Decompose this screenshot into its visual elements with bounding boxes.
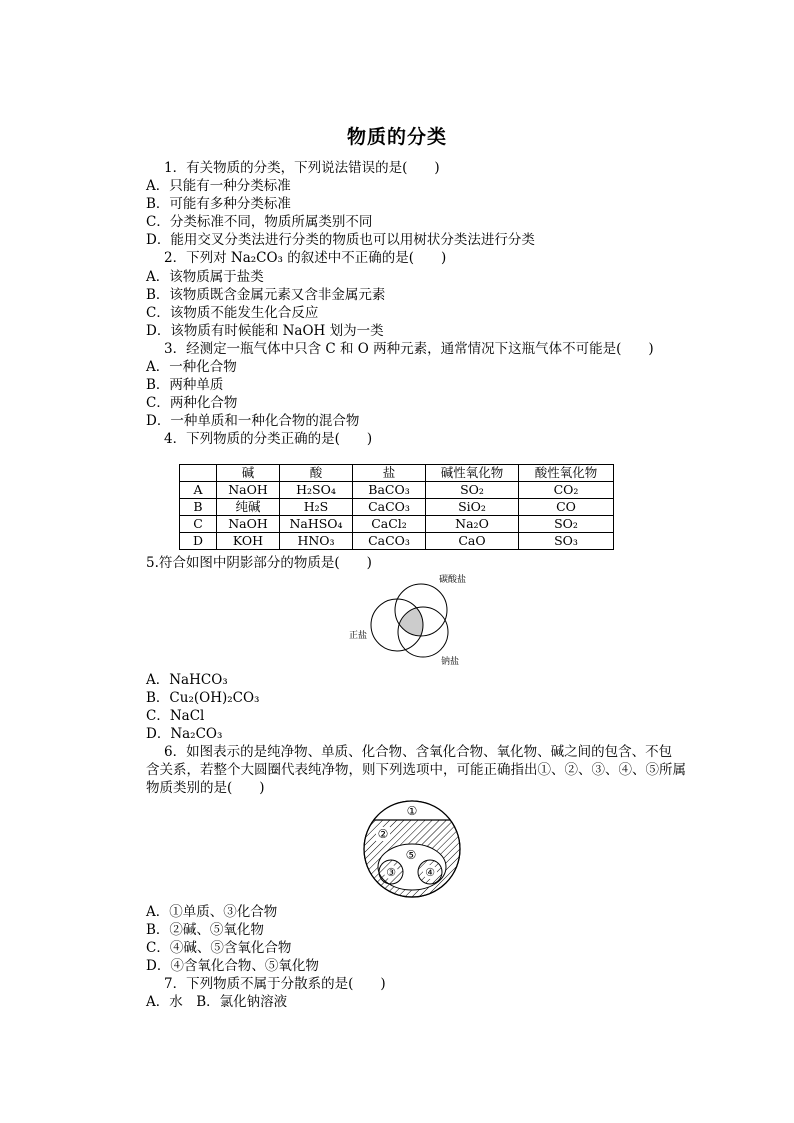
table-header: 碱: [217, 465, 280, 482]
table-header: 碱性氧化物: [426, 465, 519, 482]
venn-label-left: 正盐: [349, 631, 368, 641]
q2-option-b: B．该物质既含金属元素又含非金属元素: [146, 287, 386, 303]
table-cell: H₂SO₄: [280, 482, 353, 499]
venn-circle-sodium-salt: [398, 607, 448, 657]
mark-4: ④: [425, 866, 435, 879]
q2-stem: 2．下列对 Na₂CO₃ 的叙述中不正确的是( ): [164, 250, 447, 266]
mark-1: ①: [406, 804, 418, 818]
table-header: 酸: [280, 465, 353, 482]
table-cell: HNO₃: [280, 533, 353, 550]
q6-stem-line3: 物质类别的是( ): [146, 780, 265, 796]
q6-option-c: C．④碱、⑤含氧化合物: [146, 940, 292, 956]
table-header: 盐: [353, 465, 426, 482]
table-row: [180, 533, 614, 550]
table-cell: 纯碱: [217, 499, 280, 516]
table-cell: CaCO₃: [353, 499, 426, 516]
q3-option-a: A．一种化合物: [146, 359, 237, 375]
table-header: 酸性氧化物: [519, 465, 614, 482]
table-cell: CaO: [426, 533, 519, 550]
q6-option-a: A．①单质、③化合物: [146, 904, 278, 920]
q2-option-a: A．该物质属于盐类: [146, 269, 264, 285]
table-cell: NaOH: [217, 516, 280, 533]
q6-stem-line1: 6．如图表示的是纯净物、单质、化合物、含氧化合物、氧化物、碱之间的包含、不包: [164, 744, 673, 760]
mark-2: ②: [377, 827, 389, 841]
table-cell: SO₂: [519, 516, 614, 533]
venn-label-bottom: 钠盐: [441, 657, 460, 667]
mark-5: ⑤: [405, 848, 417, 862]
table-cell: C: [180, 516, 217, 533]
table-cell: NaHSO₄: [280, 516, 353, 533]
q5-stem: 5.符合如图中阴影部分的物质是( ): [146, 555, 372, 571]
q3-stem: 3．经测定一瓶气体中只含 C 和 O 两种元素，通常情况下这瓶气体不可能是( ): [164, 341, 654, 357]
q5-option-d: D．Na₂CO₃: [146, 726, 223, 742]
table-cell: B: [180, 499, 217, 516]
q1-option-a: A．只能有一种分类标准: [146, 178, 291, 194]
q1-stem: 1．有关物质的分类，下列说法错误的是( ): [164, 160, 440, 176]
q4-stem: 4．下列物质的分类正确的是( ): [164, 431, 373, 447]
table-cell: BaCO₃: [353, 482, 426, 499]
q6-option-d: D．④含氧化合物、⑤氧化物: [146, 958, 319, 974]
table-cell: D: [180, 533, 217, 550]
table-cell: KOH: [217, 533, 280, 550]
q1-option-b: B．可能有多种分类标准: [146, 196, 291, 212]
q5-option-c: C．NaCl: [146, 708, 205, 724]
q2-option-d: D．该物质有时候能和 NaOH 划为一类: [146, 323, 384, 339]
q5-option-b: B．Cu₂(OH)₂CO₃: [146, 690, 260, 706]
q5-option-a: A．NaHCO₃: [146, 672, 228, 688]
page-title: 物质的分类: [346, 126, 447, 148]
table-row: [180, 516, 614, 533]
table-row: [180, 499, 614, 516]
q2-option-c: C．该物质不能发生化合反应: [146, 305, 319, 321]
q1-option-c: C．分类标准不同，物质所属类别不同: [146, 214, 373, 230]
table-cell: CaCl₂: [353, 516, 426, 533]
table-cell: CaCO₃: [353, 533, 426, 550]
table-cell: CO₂: [519, 482, 614, 499]
table-header-row: [180, 465, 614, 482]
table-cell: SO₃: [519, 533, 614, 550]
q3-option-b: B．两种单质: [146, 377, 224, 393]
q6-stem-line2: 含关系，若整个大圆圈代表纯净物，则下列选项中，可能正确指出①、②、③、④、⑤所属: [146, 762, 686, 778]
mark-3: ③: [386, 866, 396, 879]
q7-options: A．水 B．氯化钠溶液: [146, 994, 288, 1010]
venn-diagram: [340, 572, 490, 672]
table-cell: CO: [519, 499, 614, 516]
table-cell: SiO₂: [426, 499, 519, 516]
q7-stem: 7．下列物质不属于分散系的是( ): [164, 976, 386, 992]
q1-option-d: D．能用交叉分类法进行分类的物质也可以用树状分类法进行分类: [146, 232, 535, 248]
q3-option-c: C．两种化合物: [146, 395, 238, 411]
table-cell: Na₂O: [426, 516, 519, 533]
table-cell: NaOH: [217, 482, 280, 499]
table-row: [180, 482, 614, 499]
table-cell: A: [180, 482, 217, 499]
venn-label-top: 碳酸盐: [439, 575, 467, 585]
nested-circle-diagram: [356, 797, 468, 901]
classification-table: [179, 464, 614, 550]
table-header: [180, 465, 217, 482]
table-cell: H₂S: [280, 499, 353, 516]
table-cell: SO₂: [426, 482, 519, 499]
q3-option-d: D．一种单质和一种化合物的混合物: [146, 413, 360, 429]
q6-option-b: B．②碱、⑤氧化物: [146, 922, 264, 938]
